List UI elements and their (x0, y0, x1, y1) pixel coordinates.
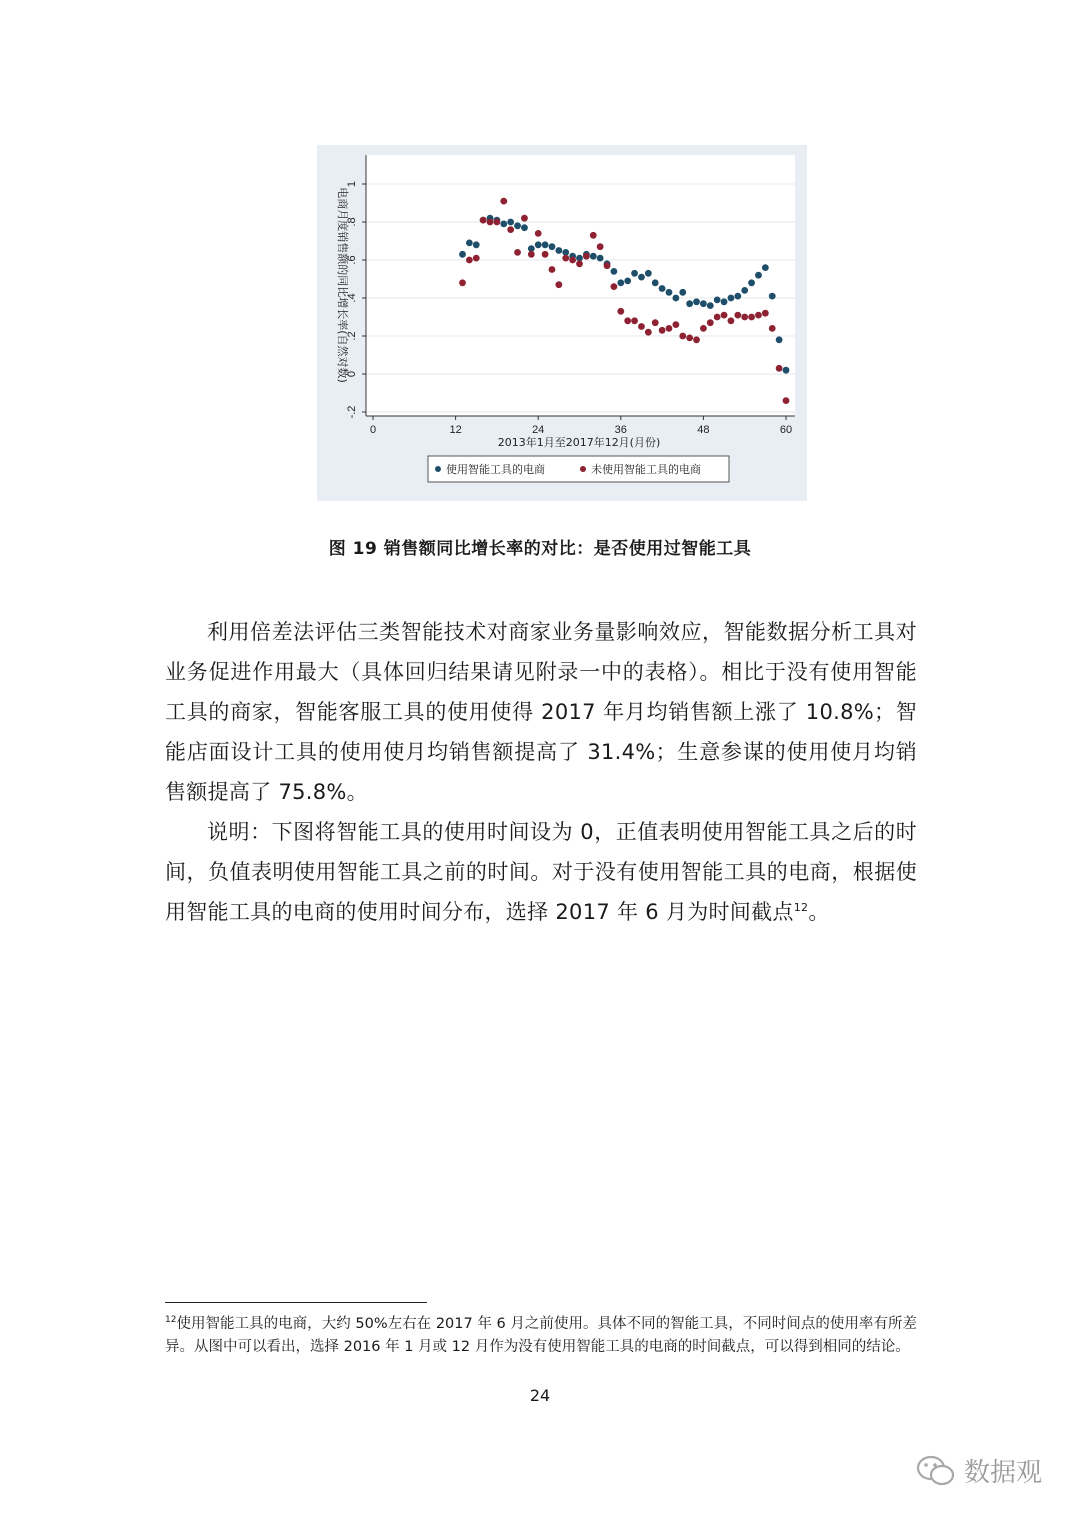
point-with-tools (693, 298, 700, 305)
point-with-tools (521, 224, 528, 231)
point-with-tools (762, 264, 769, 271)
figure-caption: 图 19 销售额同比增长率的对比：是否使用过智能工具 (328, 539, 752, 559)
body-paragraph-2-text: 说明：下图将智能工具的使用时间设为 0，正值表明使用智能工具之后的时间，负值表明使用智能工具之前的时间。对于没有使用智能工具的电商，根据使用智能工具的电商的使用时间分布，选择 2017 年 6 月为时间截点 (165, 820, 917, 924)
x-tick-label: 36 (614, 424, 627, 436)
point-without-tools (728, 317, 735, 324)
point-without-tools (714, 314, 721, 321)
point-with-tools (507, 219, 514, 226)
point-without-tools (624, 317, 631, 324)
point-without-tools (645, 329, 652, 336)
point-with-tools (652, 279, 659, 286)
legend-marker-without-tools (580, 466, 586, 472)
point-without-tools (473, 255, 480, 262)
x-tick-label: 0 (369, 424, 377, 436)
legend-label-with-tools: 使用智能工具的电商 (446, 463, 545, 476)
point-with-tools (611, 268, 618, 275)
point-without-tools (631, 317, 638, 324)
point-with-tools (514, 222, 521, 229)
wechat-icon (916, 1454, 956, 1488)
point-with-tools (672, 295, 679, 302)
footnote (165, 1313, 917, 1359)
point-without-tools (748, 314, 755, 321)
point-without-tools (583, 253, 590, 260)
body-paragraph-2 (165, 812, 917, 932)
body-text (165, 612, 917, 932)
point-with-tools (542, 241, 549, 248)
point-with-tools (500, 221, 507, 228)
point-with-tools (728, 295, 735, 302)
body-paragraph-1: 利用倍差法评估三类智能技术对商家业务量影响效应，智能数据分析工具对业务促进作用最大（具体回归结果请见附录一中的表格）。相比于没有使用智能工具的商家，智能客服工具的使用使得 2017 年月均销售额上涨了 10.8%；智能店面设计工具的使用使月均销售额提高了 31.4%；生意参谋的使用使月均销售额提高了 75.8%。 (165, 620, 917, 804)
point-without-tools (659, 327, 666, 334)
point-without-tools (562, 255, 569, 262)
point-with-tools (549, 243, 556, 250)
scatter-chart (317, 145, 807, 501)
watermark-text: 数据观 (964, 1458, 1043, 1488)
point-without-tools (755, 312, 762, 319)
y-axis-title: 电商月度销售额的同比增长率(自然对数) (336, 187, 349, 383)
point-with-tools (776, 336, 783, 343)
point-without-tools (611, 283, 618, 290)
point-without-tools (679, 333, 686, 340)
x-tick-label: 24 (532, 424, 545, 436)
point-without-tools (769, 325, 776, 332)
point-without-tools (700, 325, 707, 332)
point-with-tools (473, 241, 480, 248)
point-without-tools (617, 308, 624, 315)
footnote-mark: 12 (165, 1315, 177, 1326)
point-without-tools (459, 279, 466, 286)
point-without-tools (549, 266, 556, 273)
footnote-text: 使用智能工具的电商，大约 50%左右在 2017 年 6 月之前使用。具体不同的智能工具，不同时间点的使用率有所差异。从图中可以看出，选择 2016 年 1 月或 12 月作为没有使用智能工具的电商的时间截点，可以得到相同的结论。 (165, 1316, 917, 1355)
point-without-tools (590, 232, 597, 239)
point-without-tools (652, 319, 659, 326)
point-without-tools (542, 251, 549, 258)
figure-chart-panel (317, 145, 807, 501)
point-with-tools (700, 300, 707, 307)
x-axis-title: 2013年1月至2017年12月(月份) (497, 436, 661, 449)
point-with-tools (597, 255, 604, 262)
point-without-tools (466, 257, 473, 264)
point-with-tools (734, 293, 741, 300)
point-with-tools (666, 289, 673, 296)
point-without-tools (480, 217, 487, 224)
point-without-tools (762, 310, 769, 317)
point-without-tools (487, 219, 494, 226)
x-tick-label: 60 (779, 424, 793, 436)
y-tick-label: 1 (345, 180, 358, 188)
point-with-tools (645, 270, 652, 277)
point-without-tools (528, 251, 535, 258)
watermark (916, 1452, 1042, 1489)
point-with-tools (638, 274, 645, 281)
point-with-tools (459, 251, 466, 258)
point-without-tools (514, 249, 521, 256)
point-with-tools (714, 297, 721, 304)
point-without-tools (707, 319, 714, 326)
point-without-tools (569, 257, 576, 264)
footnote-reference[interactable]: 12 (793, 901, 809, 914)
point-without-tools (686, 335, 693, 342)
point-without-tools (521, 215, 528, 222)
point-with-tools (686, 300, 693, 307)
point-without-tools (666, 325, 673, 332)
point-without-tools (597, 243, 604, 250)
point-with-tools (741, 287, 748, 294)
point-without-tools (604, 262, 611, 269)
page-number: 24 (529, 1386, 551, 1405)
point-with-tools (679, 289, 686, 296)
point-with-tools (748, 279, 755, 286)
point-with-tools (590, 253, 597, 260)
x-tick-label: 12 (449, 424, 462, 436)
point-with-tools (659, 285, 666, 292)
point-without-tools (776, 365, 783, 372)
point-with-tools (466, 240, 473, 247)
x-tick-label: 48 (697, 424, 710, 436)
point-with-tools (755, 272, 762, 279)
point-without-tools (576, 260, 583, 267)
point-with-tools (631, 270, 638, 277)
point-without-tools (721, 312, 728, 319)
point-without-tools (638, 323, 645, 330)
point-without-tools (535, 230, 542, 237)
y-tick-label: .8 (345, 217, 358, 227)
y-tick-label: -.2 (345, 405, 358, 419)
point-without-tools (555, 281, 562, 288)
plot-area (366, 155, 795, 416)
legend-label-without-tools: 未使用智能工具的电商 (591, 463, 701, 476)
point-with-tools (535, 241, 542, 248)
y-tick-label: .4 (345, 293, 358, 303)
point-without-tools (500, 198, 507, 205)
point-without-tools (693, 336, 700, 343)
point-with-tools (769, 293, 776, 300)
point-without-tools (507, 226, 514, 233)
y-tick-label: .6 (345, 255, 358, 265)
point-without-tools (734, 312, 741, 319)
footnote-divider (165, 1302, 427, 1303)
point-with-tools (617, 279, 624, 286)
point-with-tools (783, 367, 790, 374)
point-without-tools (494, 219, 501, 226)
point-without-tools (672, 321, 679, 328)
point-with-tools (721, 298, 728, 305)
point-without-tools (783, 397, 790, 404)
body-paragraph-2-end: 。 (808, 900, 830, 924)
point-with-tools (624, 278, 631, 285)
point-with-tools (707, 302, 714, 309)
y-tick-label: 0 (345, 370, 358, 378)
point-with-tools (555, 247, 562, 254)
y-tick-label: .2 (345, 331, 358, 341)
legend-marker-with-tools (435, 466, 441, 472)
point-without-tools (741, 314, 748, 321)
